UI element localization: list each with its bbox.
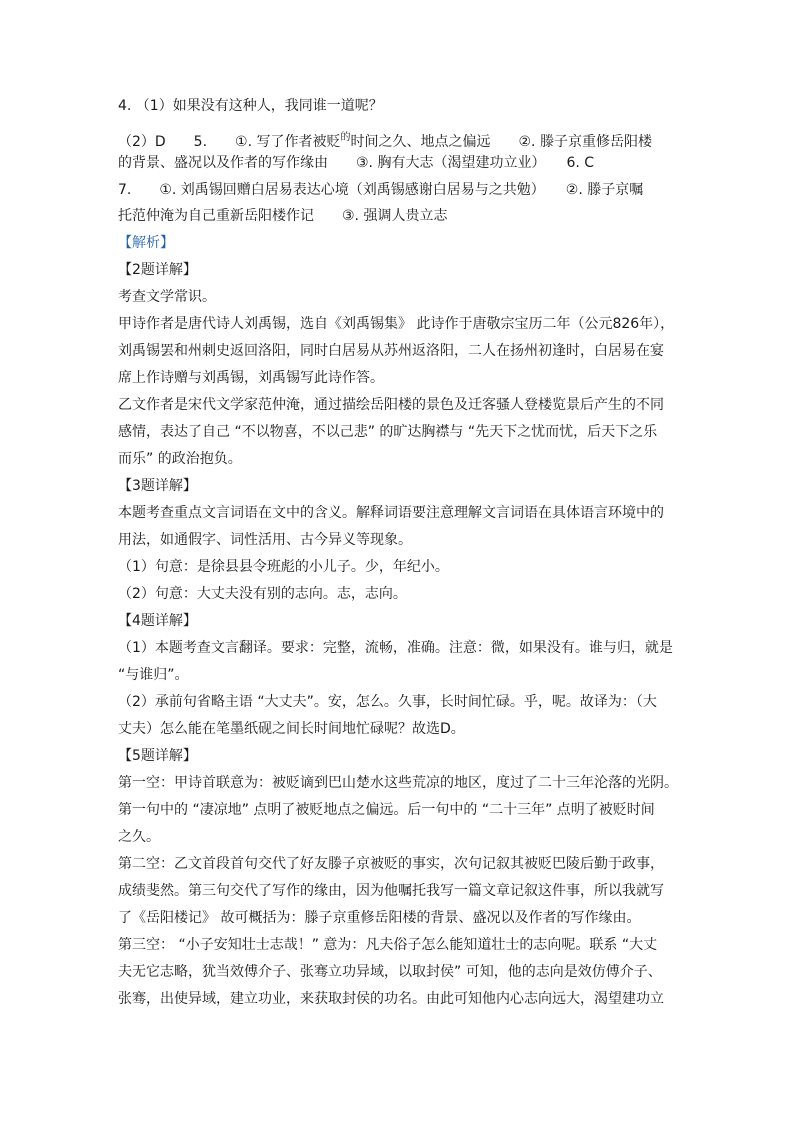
q5-line: 第二空：乙文首段首句交代了好友滕子京被贬的事实，次句记叙其被贬巴陵后勤于政事，: [118, 856, 664, 872]
answer-line-2-part-b: 时间之久、地点之偏远 ②. 滕子京重修岳阳楼: [350, 134, 652, 150]
q3-line: （1）句意：是徐县县令班彪的小儿子。少，年纪小。: [118, 559, 449, 575]
q2-line: 而乐” 的政治抱负。: [118, 451, 242, 467]
answer-line-5: 托范仲淹为自己重新岳阳楼作记 ③. 强调人贵立志: [118, 208, 448, 224]
q5-heading: 【5题详解】: [118, 748, 197, 764]
q3-line: （2）句意：大丈夫没有别的志向。志，志向。: [118, 586, 407, 602]
q5-line: 第一句中的 “凄凉地” 点明了被贬地点之偏远。后一句中的 “二十三年” 点明了被贬时间: [118, 802, 655, 818]
q4-line: 丈夫）怎么能在笔墨纸砚之间长时间地忙碌呢？故选D。: [118, 721, 465, 737]
q2-line: 乙文作者是宋代文学家范仲淹，通过描绘岳阳楼的景色及迁客骚人登楼览景后产生的不同: [118, 397, 664, 413]
q4-line: “与谁归”。: [118, 667, 189, 683]
q4-heading: 【4题详解】: [118, 613, 197, 629]
q4-line: （1）本题考查文言翻译。要求：完整，流畅，准确。注意：微，如果没有。谁与归，就是: [118, 640, 673, 656]
q2-line: 刘禹锡罢和州刺史返回洛阳，同时白居易从苏州返洛阳，二人在扬州初逢时，白居易在宴: [118, 343, 664, 359]
answer-line-2: [118, 128, 678, 152]
answer-line-2-superscript: 的: [340, 132, 351, 143]
q2-line: 感情，表达了自己 “不以物喜，不以己悲” 的旷达胸襟与 “先天下之忧而忧，后天下之乐: [118, 424, 658, 440]
q4-line: （2）承前句省略主语 “大丈夫”。安，怎么。久事，长时间忙碌。乎，呢。故译为：（大: [118, 694, 657, 710]
answer-4-1: 4. （1）如果没有这种人，我同谁一道呢？: [118, 98, 383, 114]
q3-line: 本题考查重点文言词语在文中的含义。解释词语要注意理解文言词语在具体语言环境中的: [118, 505, 664, 521]
analysis-label: 【解析】: [118, 235, 174, 251]
q2-heading: 【2题详解】: [118, 262, 197, 278]
q5-line: 第一空：甲诗首联意为：被贬谪到巴山楚水这些荒凉的地区，度过了二十三年沦落的光阴。: [118, 775, 678, 791]
q5-line: 夫无它志略，犹当效傅介子、张骞立功异域，以取封侯” 可知，他的志向是效仿傅介子、: [118, 964, 662, 980]
answer-line-2-part-a: （2）D 5. ①. 写了作者被贬: [118, 134, 341, 150]
q3-line: 用法，如通假字、词性活用、古今异义等现象。: [118, 532, 412, 548]
q5-line: 张骞，出使异域，建立功业，来获取封侯的功名。由此可知他内心志向远大，渴望建功立: [118, 991, 664, 1007]
q3-heading: 【3题详解】: [118, 478, 197, 494]
q5-line: 成绩斐然。第三句交代了写作的缘由，因为他嘱托我写一篇文章记叙这件事，所以我就写: [118, 883, 664, 899]
q2-line: 甲诗作者是唐代诗人刘禹锡，选自《刘禹锡集》 此诗作于唐敬宗宝历二年（公元826年），: [118, 316, 675, 332]
answer-line-4: 7. ①. 刘禹锡回赠白居易表达心境（刘禹锡感谢白居易与之共勉） ②. 滕子京嘱: [118, 182, 644, 198]
q5-line: 了《岳阳楼记》 故可概括为：滕子京重修岳阳楼的背景、盛况以及作者的写作缘由。: [118, 910, 641, 926]
answer-line-3: 的背景、盛况以及作者的写作缘由 ③. 胸有大志（渴望建功立业） 6. C: [118, 155, 595, 171]
q2-line: 席上作诗赠与刘禹锡，刘禹锡写此诗作答。: [118, 370, 384, 386]
q5-line: 第三空： “小子安知壮士志哉！” 意为：凡夫俗子怎么能知道壮士的志向呢。联系 “大丈: [118, 937, 658, 953]
q5-line: 之久。: [118, 829, 160, 845]
q2-line: 考查文学常识。: [118, 289, 216, 305]
